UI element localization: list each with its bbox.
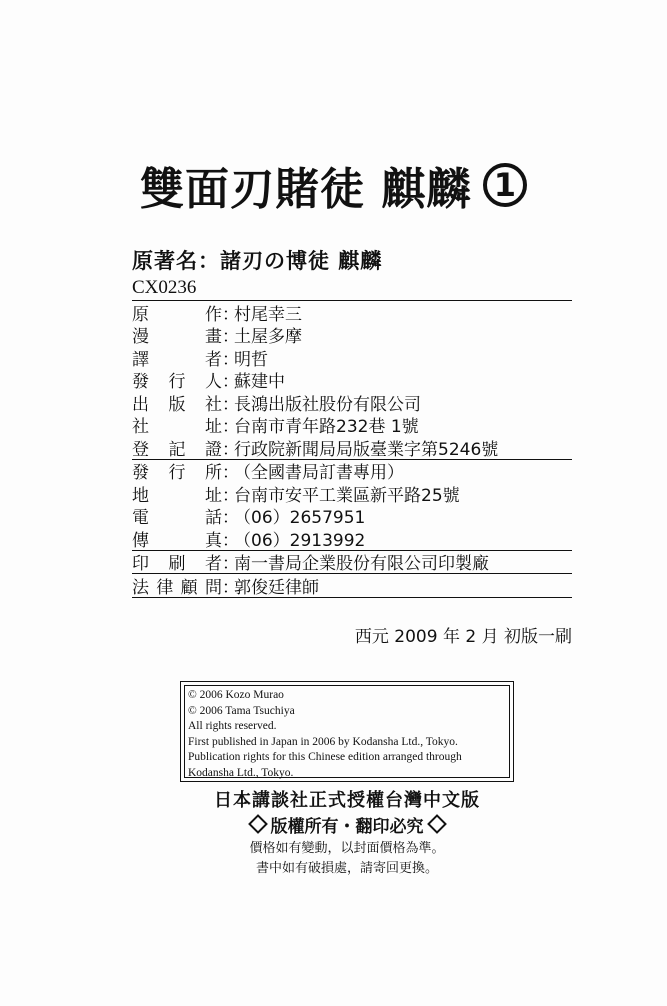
credit-value: 行政院新聞局局版臺業字第5246號 (234, 439, 499, 460)
credit-row (132, 574, 572, 598)
book-title-text: 雙面刃賭徒 麒麟 (140, 164, 472, 215)
credit-label-char: 法 (132, 577, 149, 598)
credit-row (132, 482, 572, 505)
credit-row (132, 324, 572, 347)
credit-colon: ： (222, 417, 239, 438)
credit-label-char: 發 (132, 372, 149, 393)
original-title: 原著名：諸刃の博徒 麒麟 (132, 249, 383, 273)
credit-label-char: 原 (132, 304, 149, 325)
credit-label (132, 367, 222, 392)
credit-label (132, 345, 222, 370)
license-notice: 日本講談社正式授權台灣中文版 (214, 790, 480, 811)
credit-label (132, 390, 222, 415)
credit-value: 長鴻出版社股份有限公司 (234, 394, 421, 415)
credit-label-char: 址 (205, 417, 222, 438)
credit-label-char: 地 (132, 485, 149, 506)
copyright-line: Publication rights for this Chinese edition arranged through (188, 751, 462, 764)
credit-colon: ： (222, 554, 239, 575)
credit-label-char: 譯 (132, 349, 149, 370)
credit-label-char: 社 (132, 417, 149, 438)
credit-row (132, 436, 572, 460)
credit-label-char: 律 (156, 577, 174, 598)
credit-label-char: 行 (168, 372, 186, 393)
credit-label-char: 版 (168, 394, 186, 415)
copyright-line: Kodansha Ltd., Tokyo. (188, 766, 294, 779)
credit-label (132, 526, 222, 551)
credit-label-char: 印 (132, 554, 149, 575)
credit-label-char: 所 (205, 463, 222, 484)
rights-text: 版權所有・翻印必究 (270, 816, 424, 837)
credit-colon: ： (222, 463, 239, 484)
copyright-box-inner (184, 685, 510, 778)
credit-label (132, 300, 222, 325)
credit-label-char: 人 (205, 372, 222, 393)
credit-value: （06）2657951 (234, 508, 366, 529)
copyright-line: © 2006 Tama Tsuchiya (188, 704, 295, 717)
credit-colon: ： (222, 394, 239, 415)
credit-colon: ： (222, 372, 239, 393)
credit-colon: ： (222, 577, 239, 598)
credit-label-char: 漫 (132, 327, 149, 348)
credit-label (132, 481, 222, 506)
credit-label-char: 證 (205, 439, 222, 460)
credit-label-char: 出 (132, 394, 149, 415)
credit-row (132, 551, 572, 575)
credit-value: 土屋多摩 (234, 327, 302, 348)
credit-colon: ： (222, 327, 239, 348)
credit-row (132, 460, 572, 483)
credit-label-char: 電 (132, 508, 149, 529)
credit-value: 村尾幸三 (234, 304, 302, 325)
credit-colon: ： (222, 485, 239, 506)
credit-label (132, 412, 222, 437)
credit-label (132, 573, 222, 598)
credit-value: 台南市安平工業區新平路25號 (234, 485, 460, 506)
credits-list (132, 301, 572, 598)
credit-row (132, 391, 572, 414)
damage-note: 書中如有破損處，請寄回更換。 (255, 861, 438, 876)
credit-row (132, 346, 572, 369)
credit-colon: ： (222, 304, 239, 325)
book-title (140, 150, 580, 220)
credit-label-char: 顧 (180, 577, 198, 598)
credit-row (132, 301, 572, 324)
credit-value: 南一書局企業股份有限公司印製廠 (234, 554, 489, 575)
price-note: 價格如有變動，以封面價格為準。 (249, 841, 445, 856)
credit-value: 蘇建中 (234, 372, 285, 393)
credit-value: 台南市青年路232巷 1號 (234, 417, 419, 438)
credit-label (132, 435, 222, 460)
catalog-code: CX0236 (132, 276, 572, 301)
credit-label-char: 發 (132, 463, 149, 484)
credit-label-char: 問 (204, 577, 222, 598)
credit-row (132, 527, 572, 551)
credit-label-char: 者 (205, 349, 222, 370)
diamond-right-icon (427, 814, 447, 834)
credit-colon: ： (222, 439, 239, 460)
credit-label (132, 549, 222, 574)
rights-notice (180, 812, 514, 836)
credit-colon: ： (222, 349, 239, 370)
copyright-line: All rights reserved. (188, 720, 277, 733)
credit-label-char: 記 (168, 439, 186, 460)
credit-label (132, 458, 222, 483)
credit-value: （全國書局訂書專用） (234, 463, 404, 484)
copyright-line: © 2006 Kozo Murao (188, 689, 284, 701)
copyright-line: First published in Japan in 2006 by Kodansha Ltd., Tokyo. (188, 735, 458, 748)
credit-row (132, 505, 572, 528)
credit-label-char: 畫 (205, 327, 222, 348)
copyright-box (180, 681, 514, 782)
credit-colon: ： (222, 508, 239, 529)
credit-row (132, 414, 572, 437)
diamond-left-icon (248, 814, 268, 834)
print-date: 西元 2009 年 2 月 初版一刷 (354, 627, 572, 647)
credit-row (132, 369, 572, 392)
credit-label-char: 刷 (168, 554, 186, 575)
credit-label-char: 登 (132, 439, 149, 460)
credit-label-char: 行 (168, 463, 186, 484)
credit-label-char: 話 (205, 508, 222, 529)
credit-value: 郭俊廷律師 (234, 577, 319, 598)
credit-label-char: 真 (205, 530, 222, 551)
volume-number: 1 (483, 163, 527, 207)
credit-label-char: 作 (205, 304, 222, 325)
credit-label-char: 者 (205, 554, 222, 575)
credit-colon: ： (222, 530, 239, 551)
credit-value: （06）2913992 (234, 530, 366, 551)
credit-label (132, 503, 222, 528)
credit-label (132, 322, 222, 347)
credit-label-char: 傳 (132, 530, 149, 551)
credit-value: 明哲 (234, 349, 268, 370)
credit-label-char: 址 (205, 485, 222, 506)
credit-label-char: 社 (205, 394, 222, 415)
